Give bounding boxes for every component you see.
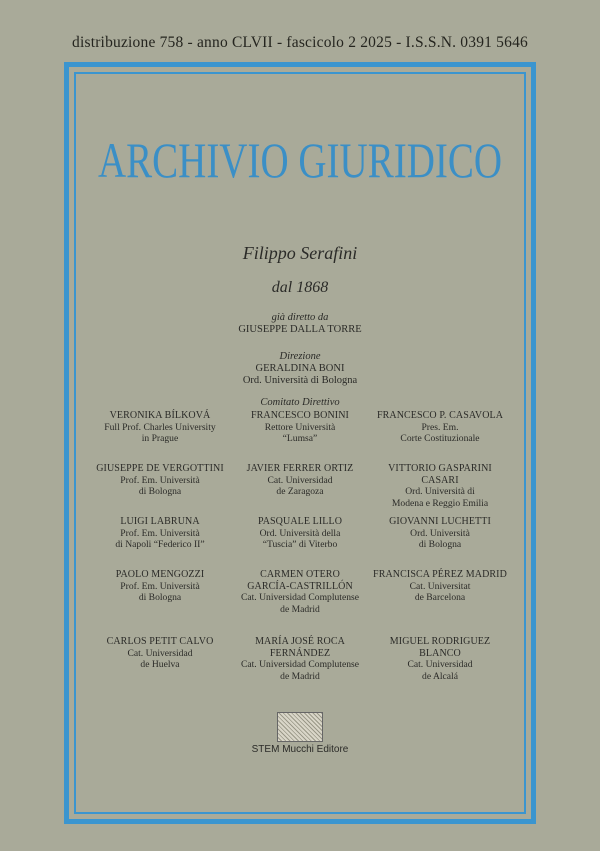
direction-block [0,351,600,387]
committee-member: FRANCESCO P. CASAVOLA Pres. Em. Corte Costituzionale [376,410,504,444]
publisher-logo-wrap [0,712,600,747]
journal-title: ARCHIVIO GIURIDICO [97,132,503,188]
former-director-label: già diretto da [271,312,329,323]
committee-member: GIOVANNI LUCHETTI Ord. Università di Bologna [389,516,491,550]
founder-name: Filippo Serafini [242,243,358,263]
committee-member: PAOLO MENGOZZI Prof. Em. Università di Bologna [115,569,205,603]
committee-row [90,636,510,682]
committee-member: GIUSEPPE DE VERGOTTINI Prof. Em. Università di Bologna [96,463,224,497]
committee-member: MARÍA JOSÉ ROCA FERNÁNDEZ Cat. Universidad Complutense de Madrid [240,636,360,682]
committee-row [90,410,510,445]
committee-member: VITTORIO GASPARINI CASARI Ord. Università di Modena e Reggio Emilia [388,463,492,509]
committee-member: CARLOS PETIT CALVO Cat. Universidad de Huelva [106,636,214,670]
committee-member: FRANCESCO BONINI Rettore Università “Lumsa” [250,410,349,444]
director-affiliation: Ord. Università di Bologna [242,375,358,386]
committee-member: MIGUEL RODRIGUEZ BLANCO Cat. Universidad de Alcalá [389,636,491,682]
committee-row [90,516,510,551]
committee-label: Comitato Direttivo [260,397,340,408]
direction-label: Direzione [279,351,321,362]
committee-member: VERONIKA BÍLKOVÁ Full Prof. Charles University in Prague [104,410,216,444]
committee-row [90,569,510,615]
committee-member: PASQUALE LILLO Ord. Università della “Tuscia” di Viterbo [257,516,343,550]
committee-member: CARMEN OTERO GARCÍA-CASTRILLÓN Cat. Universidad Complutense de Madrid [240,569,360,615]
committee-member: LUIGI LABRUNA Prof. Em. Università di Napoli “Federico II” [115,516,205,550]
committee-row [90,463,510,509]
publisher-name: STEM Mucchi Editore [251,744,349,755]
former-director-block [0,312,600,336]
issue-info-line: distribuzione 758 - anno CLVII - fascicolo 2 2025 - I.S.S.N. 0391 5646 [72,34,528,51]
director-name: GERALDINA BONI [255,363,345,374]
publisher-logo-icon [277,712,323,742]
committee-member: FRANCISCA PÉREZ MADRID Cat. Universitat de Barcelona [373,569,507,603]
former-director-name: GIUSEPPE DALLA TORRE [238,324,362,335]
founding-year: dal 1868 [271,279,329,296]
committee-member: JAVIER FERRER ORTIZ Cat. Universidad de Zaragoza [246,463,354,497]
